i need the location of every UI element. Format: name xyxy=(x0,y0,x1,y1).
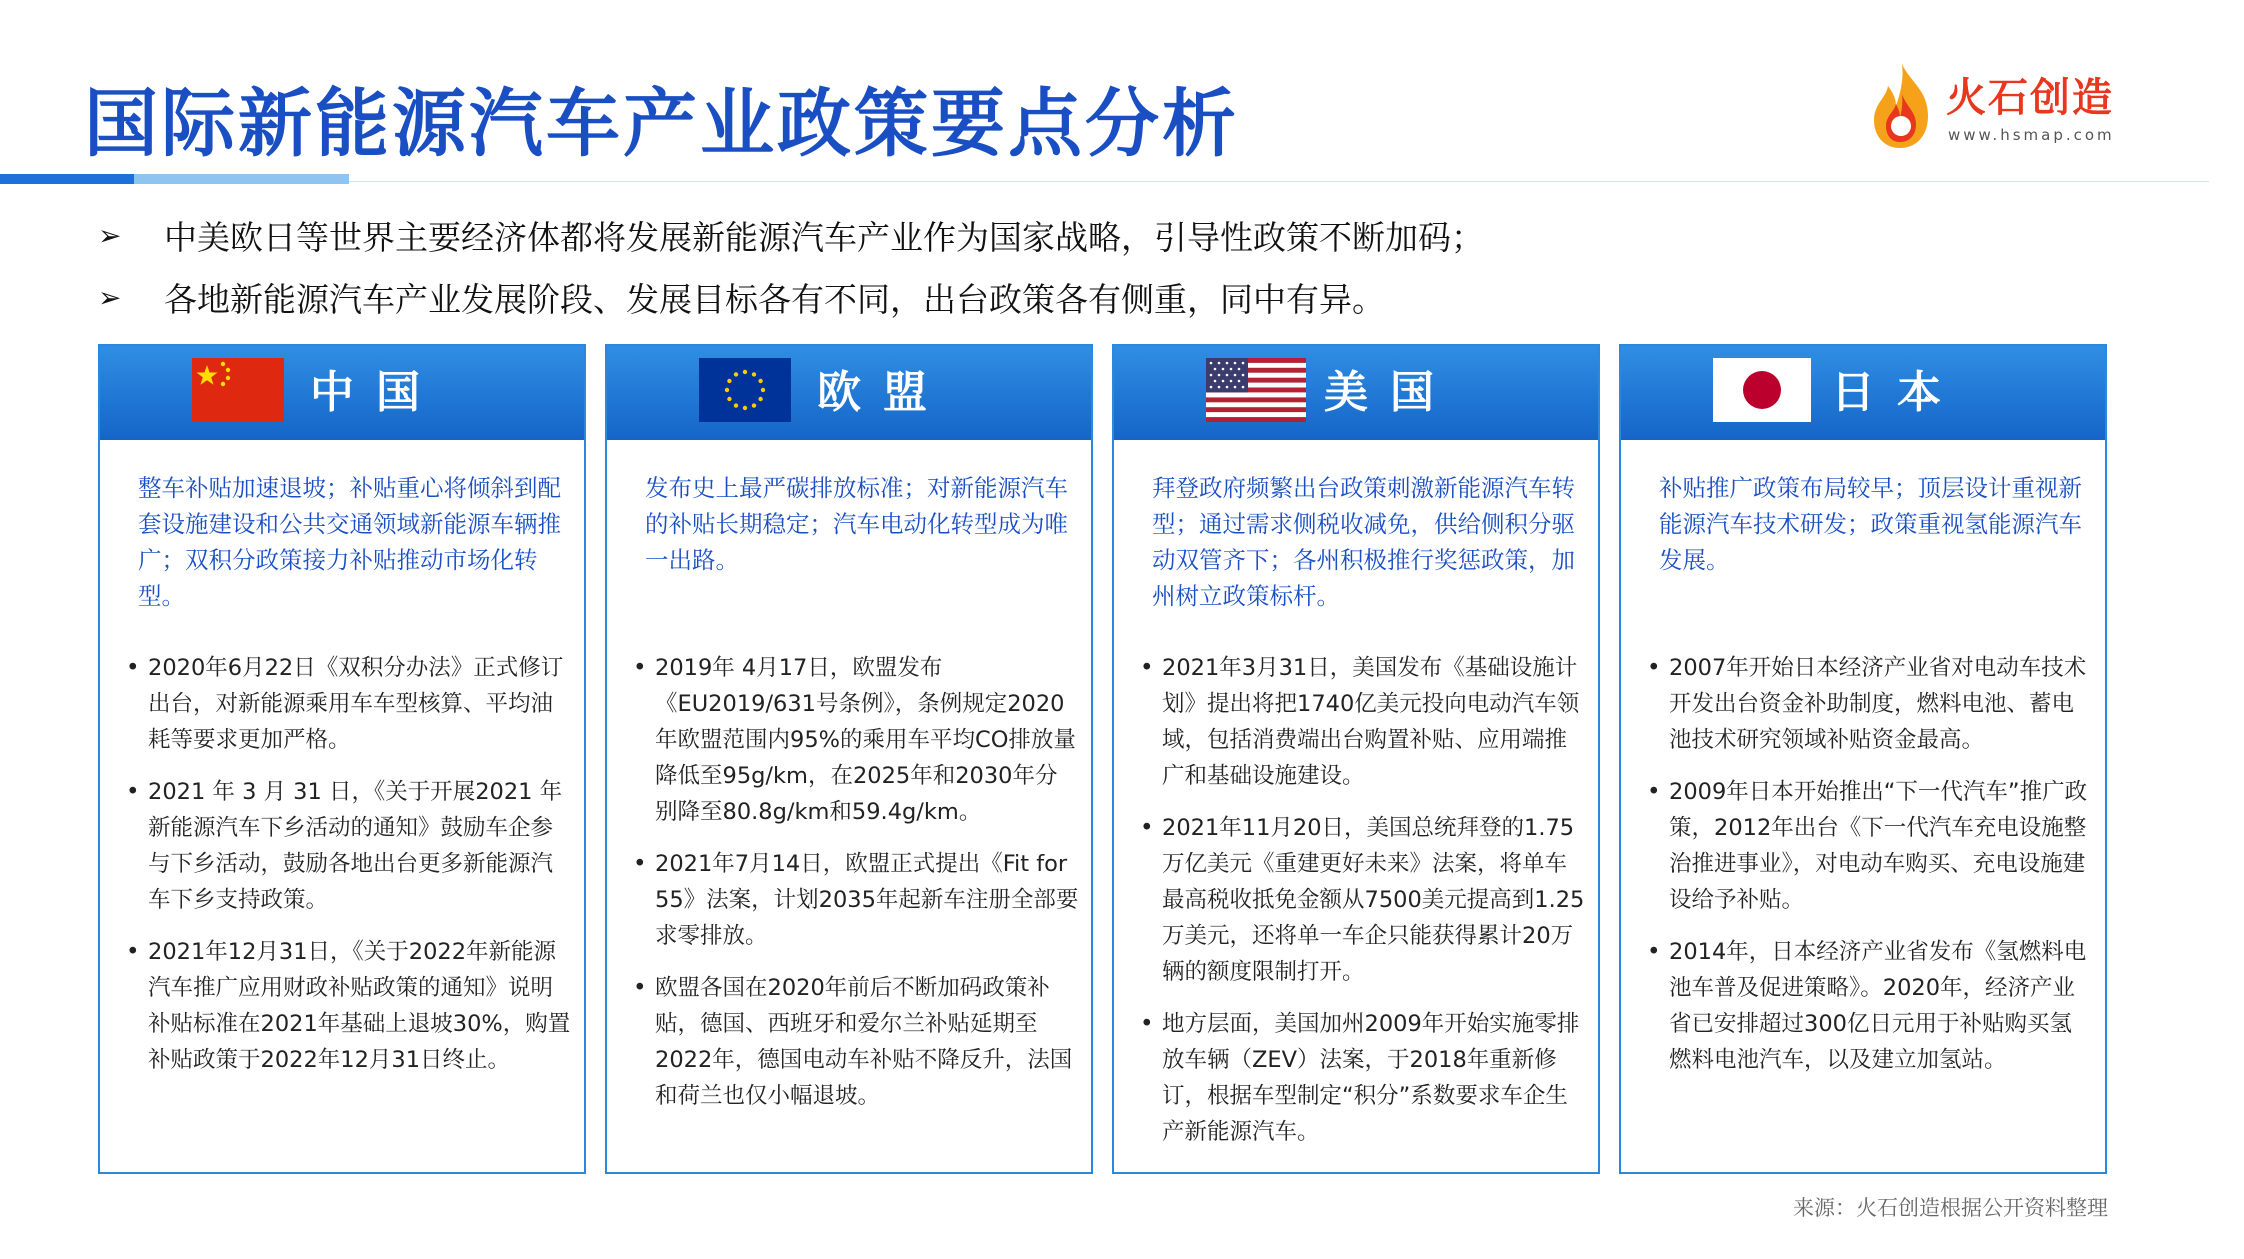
bullet-dot-icon: • xyxy=(1647,939,1661,965)
list-item xyxy=(126,934,572,1078)
eu-flag-icon xyxy=(699,358,791,422)
card-summary: 补贴推广政策布局较早；顶层设计重视新能源汽车技术研发；政策重视氢能源汽车发展。 xyxy=(1659,474,2082,574)
point-text: 地方层面，美国加州2009年开始实施零排放车辆（ZEV）法案，于2018年重新修订，根据车型制定“积分”系数要求车企生产新能源汽车。 xyxy=(1162,1011,1580,1145)
list-item xyxy=(633,650,1079,830)
card-summary: 拜登政府频繁出台政策刺激新能源汽车转型；通过需求侧税收减免，供给侧积分驱动双管齐下；各州积极推行奖惩政策，加州树立政策标杆。 xyxy=(1152,474,1575,610)
list-item xyxy=(1647,650,2093,758)
card-header xyxy=(1621,346,2105,440)
card-title: 美国 xyxy=(1324,367,1456,418)
title-underline-accent xyxy=(0,174,134,184)
card-title: 日本 xyxy=(1831,367,1963,418)
flame-icon xyxy=(1866,60,1938,152)
card-china xyxy=(98,344,586,1174)
bullet-text: 中美欧日等世界主要经济体都将发展新能源汽车产业作为国家战略，引导性政策不断加码； xyxy=(164,217,1484,257)
card-points xyxy=(126,650,572,1094)
card-japan xyxy=(1619,344,2107,1174)
card-usa xyxy=(1112,344,1600,1174)
point-text: 2020年6月22日《双积分办法》正式修订出台，对新能源乘用车车型核算、平均油耗等要求更加严格。 xyxy=(148,655,564,753)
point-text: 2019年 4月17日，欧盟发布《EU2019/631号条例》，条例规定2020年欧盟范围内95%的乘用车平均CO排放量降低至95g/km，在2025年和2030年分别降至80.8g/km和59.4g/km。 xyxy=(655,655,1076,825)
source-note: 来源：火石创造根据公开资料整理 xyxy=(1793,1196,2108,1220)
usa-flag-icon xyxy=(1206,358,1306,422)
list-item xyxy=(1140,810,1586,990)
bullet-dot-icon: • xyxy=(633,655,647,681)
arrow-bullet-icon: ➢ xyxy=(98,280,122,314)
point-text: 欧盟各国在2020年前后不断加码政策补贴，德国、西班牙和爱尔兰补贴延期至2022年，德国电动车补贴不降反升，法国和荷兰也仅小幅退坡。 xyxy=(655,975,1073,1109)
page-title: 国际新能源汽车产业政策要点分析 xyxy=(84,81,1239,167)
list-item xyxy=(1647,934,2093,1078)
list-item xyxy=(633,846,1079,954)
title-divider xyxy=(349,181,2209,182)
bullet-dot-icon: • xyxy=(633,975,647,1001)
brand-logo xyxy=(1866,60,2126,160)
bullet-text: 各地新能源汽车产业发展阶段、发展目标各有不同，出台政策各有侧重，同中有异。 xyxy=(164,279,1385,319)
card-header xyxy=(100,346,584,440)
card-points xyxy=(1140,650,1586,1166)
bullet-dot-icon: • xyxy=(1140,815,1154,841)
point-text: 2014年，日本经济产业省发布《氢燃料电池车普及促进策略》。2020年，经济产业省已安排超过300亿日元用于补贴购买氢燃料电池汽车，以及建立加氢站。 xyxy=(1669,939,2087,1073)
logo-url: www.hsmap.com xyxy=(1948,126,2115,144)
point-text: 2007年开始日本经济产业省对电动车技术开发出台资金补助制度，燃料电池、蓄电池技术研究领域补贴资金最高。 xyxy=(1669,655,2087,753)
list-item xyxy=(1140,650,1586,794)
list-item xyxy=(1647,774,2093,918)
point-text: 2021年12月31日，《关于2022年新能源汽车推广应用财政补贴政策的通知》说明补贴标准在2021年基础上退坡30%，购置补贴政策于2022年12月31日终止。 xyxy=(148,939,571,1073)
arrow-bullet-icon: ➢ xyxy=(98,218,122,252)
bullet-item xyxy=(98,204,1484,266)
card-summary: 整车补贴加速退坡；补贴重心将倾斜到配套设施建设和公共交通领域新能源车辆推广；双积分政策接力补贴推动市场化转型。 xyxy=(138,474,561,610)
summary-bullets xyxy=(98,204,1484,328)
bullet-dot-icon: • xyxy=(1140,655,1154,681)
japan-flag-icon xyxy=(1713,358,1811,422)
list-item xyxy=(633,970,1079,1114)
list-item xyxy=(126,774,572,918)
china-flag-icon xyxy=(192,358,284,422)
bullet-dot-icon: • xyxy=(1140,1011,1154,1037)
point-text: 2021 年 3 月 31 日，《关于开展2021 年新能源汽车下乡活动的通知》鼓励车企参与下乡活动，鼓励各地出台更多新能源汽车下乡支持政策。 xyxy=(148,779,563,913)
bullet-dot-icon: • xyxy=(633,851,647,877)
list-item xyxy=(1140,1006,1586,1150)
bullet-dot-icon: • xyxy=(1647,779,1661,805)
point-text: 2009年日本开始推出“下一代汽车”推广政策，2012年出台《下一代汽车充电设施整治推进事业》，对电动车购买、充电设施建设给予补贴。 xyxy=(1669,779,2088,913)
card-title: 中国 xyxy=(310,367,442,418)
bullet-dot-icon: • xyxy=(1647,655,1661,681)
card-points xyxy=(633,650,1079,1130)
card-title: 欧盟 xyxy=(817,367,949,418)
logo-text: 火石创造 xyxy=(1946,75,2114,121)
point-text: 2021年11月20日，美国总统拜登的1.75万亿美元《重建更好未来》法案，将单车最高税收抵免金额从7500美元提高到1.25万美元，还将单一车企只能获得累计20万辆的额度限制打开。 xyxy=(1162,815,1585,985)
card-eu xyxy=(605,344,1093,1174)
bullet-dot-icon: • xyxy=(126,939,140,965)
bullet-dot-icon: • xyxy=(126,779,140,805)
title-underline-secondary xyxy=(134,174,349,184)
bullet-item xyxy=(98,266,1484,328)
bullet-dot-icon: • xyxy=(126,655,140,681)
point-text: 2021年3月31日，美国发布《基础设施计划》提出将把1740亿美元投向电动汽车领域，包括消费端出台购置补贴、应用端推广和基础设施建设。 xyxy=(1162,655,1580,789)
card-points xyxy=(1647,650,2093,1094)
card-header xyxy=(607,346,1091,440)
list-item xyxy=(126,650,572,758)
card-summary: 发布史上最严碳排放标准；对新能源汽车的补贴长期稳定；汽车电动化转型成为唯一出路。 xyxy=(645,474,1068,574)
card-header xyxy=(1114,346,1598,440)
point-text: 2021年7月14日，欧盟正式提出《Fit for 55》法案，计划2035年起新车注册全部要求零排放。 xyxy=(655,851,1079,949)
